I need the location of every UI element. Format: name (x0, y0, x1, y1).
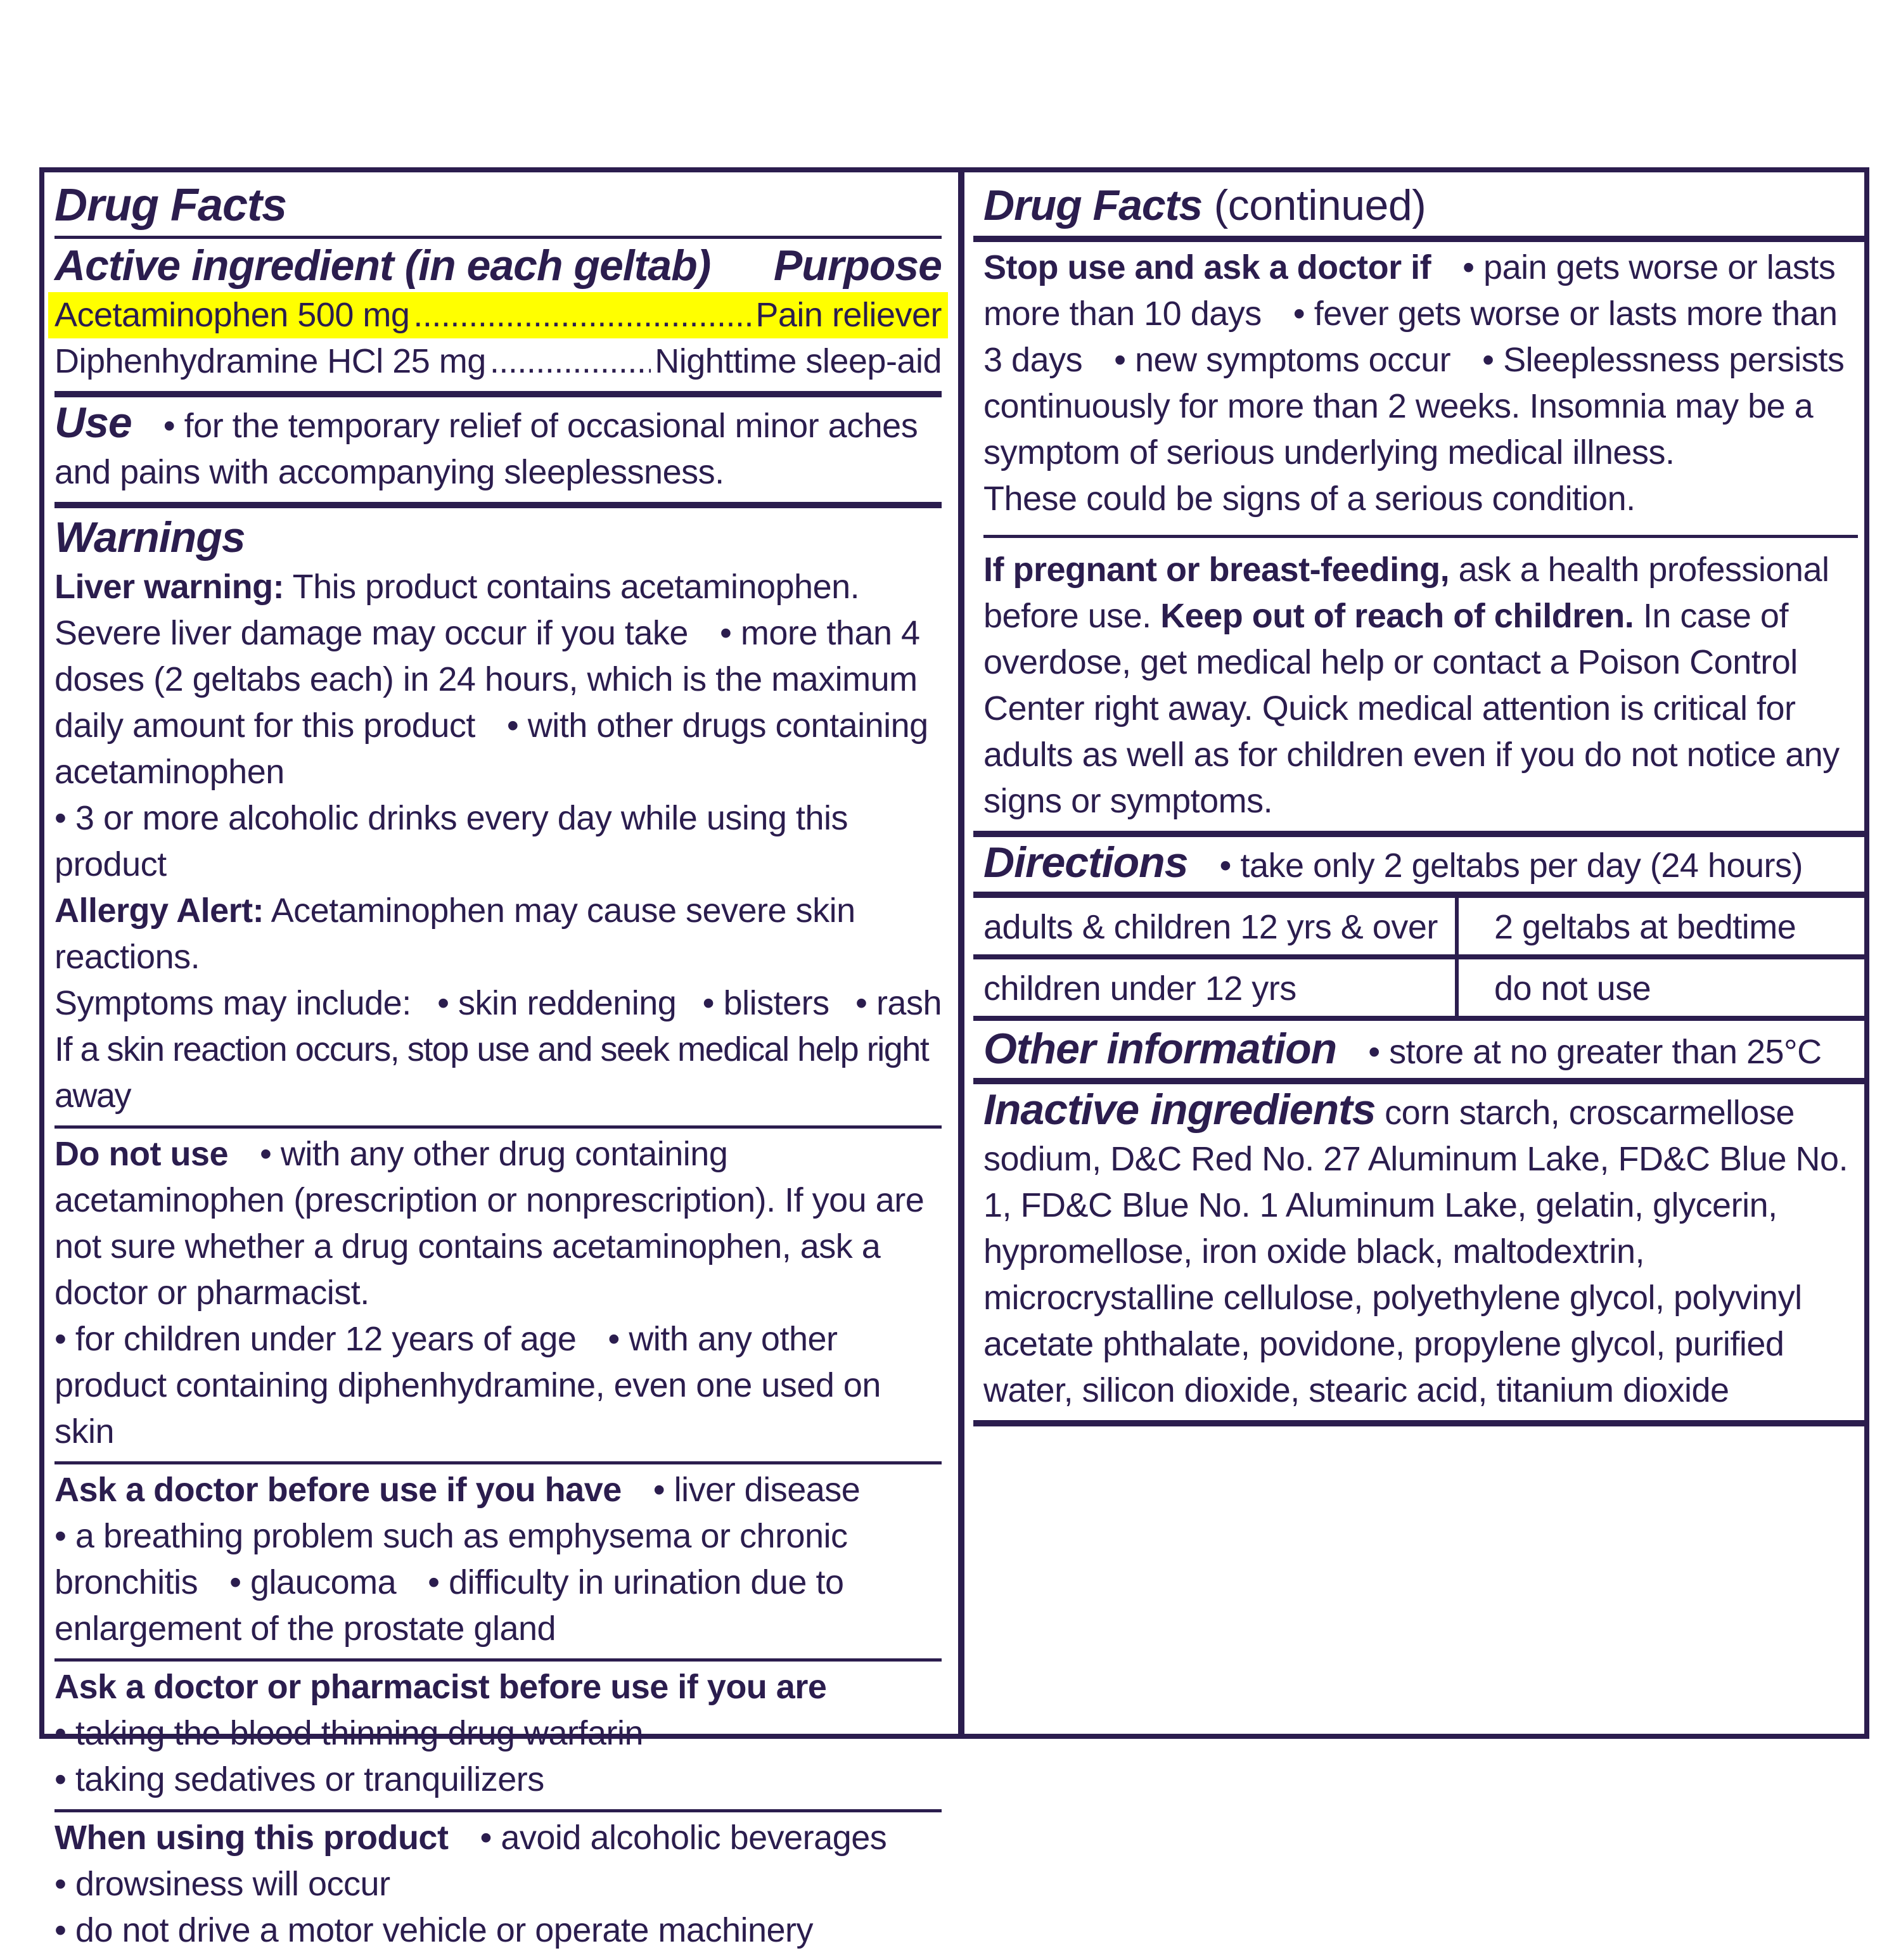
when-using-label: When using this product (54, 1819, 449, 1857)
dosage-amount: 2 geltabs at bedtime (1455, 898, 1868, 959)
stop-use-bullet: • pain gets worse or lasts more than 10 days (983, 248, 1836, 333)
symptom-bullet: • rash (855, 984, 942, 1022)
ingredient-name: Acetaminophen 500 mg (54, 296, 410, 334)
directions-text: • take only 2 geltabs per day (24 hours) (1219, 847, 1803, 885)
liver-warning-text: This product contains acetaminophen. Severe liver damage may occur if you take (54, 568, 860, 652)
rule (54, 391, 942, 397)
liver-bullet: • more than 4 doses (2 geltabs each) in 24 hours, which is the maximum daily amount for this product (54, 614, 920, 745)
leader-dots (413, 292, 752, 338)
do-not-use-section (54, 1129, 942, 1461)
stop-use-note: These could be signs of a serious condition. (983, 480, 1635, 518)
column-divider (958, 167, 964, 1739)
use-text: • for the temporary relief of occasional minor aches and pains with accompanying sleeplessness. (54, 407, 918, 491)
do-not-use-bullet: • for children under 12 years of age (54, 1320, 577, 1358)
when-using-bullet: • avoid alcoholic beverages (480, 1819, 887, 1857)
liver-warning-label: Liver warning: (54, 568, 285, 606)
leader-dots (490, 338, 651, 385)
warnings-heading: Warnings (54, 513, 245, 561)
rule (973, 1420, 1868, 1426)
stop-use-label: Stop use and ask a doctor if (983, 248, 1431, 286)
dosage-table (973, 898, 1868, 1021)
left-column (54, 175, 942, 1960)
stop-use-bullet: • fever gets worse or lasts more than 3 days (983, 295, 1838, 379)
do-not-use-label: Do not use (54, 1135, 228, 1173)
pregnancy-section (983, 538, 1858, 831)
dosage-who: children under 12 yrs (973, 959, 1455, 1021)
drug-facts-title: Drug Facts (54, 180, 287, 231)
ingredient-row-highlighted (48, 292, 948, 338)
ask-doctor-bullet: • liver disease (653, 1471, 861, 1509)
rule (973, 831, 1868, 837)
pregnancy-label: If pregnant or breast-feeding, (983, 551, 1450, 589)
when-using-section (54, 1812, 942, 1960)
other-information-text: • store at no greater than 25°C (1368, 1033, 1822, 1071)
use-section (54, 397, 942, 502)
ask-doctor-bullet: • glaucoma (229, 1563, 397, 1601)
liver-bullet: • with other drugs containing acetaminophen (54, 707, 928, 791)
continued-label: (continued) (1213, 181, 1426, 229)
ask-pharmacist-bullet: • taking the blood thinning drug warfarin (54, 1714, 644, 1752)
ingredient-name: Diphenhydramine HCl 25 mg (54, 342, 486, 380)
keep-out-label: Keep out of reach of children. (1160, 597, 1634, 635)
skin-reaction-text: If a skin reaction occurs, stop use and seek medical help right away (54, 1030, 929, 1115)
pregnancy-text: ask a health professional before use. (983, 551, 1829, 635)
rule (973, 236, 1868, 242)
warnings-section (54, 508, 942, 1125)
symptom-bullet: • skin reddening (437, 984, 677, 1022)
other-information-section (983, 1021, 1858, 1078)
ask-doctor-bullet: • difficulty in urination due to enlargement of the prostate gland (54, 1563, 844, 1648)
inactive-ingredients-heading: Inactive ingredients (983, 1086, 1376, 1134)
ask-pharmacist-label: Ask a doctor or pharmacist before use if you are (54, 1668, 827, 1706)
symptom-bullet: • blisters (702, 984, 829, 1022)
ask-pharmacist-section (54, 1662, 942, 1809)
inactive-ingredients-section (983, 1084, 1858, 1420)
ask-doctor-label: Ask a doctor before use if you have (54, 1471, 622, 1509)
active-ingredient-heading: Active ingredient (in each geltab) (54, 241, 711, 290)
drug-facts-continued-title: Drug Facts (983, 181, 1203, 229)
directions-section (983, 837, 1858, 892)
ingredient-purpose: Pain reliever (755, 296, 942, 334)
when-using-bullet: • do not drive a motor vehicle or operate machinery (54, 1911, 814, 1949)
ingredient-purpose: Nighttime sleep-aid (655, 342, 942, 380)
inactive-ingredients-text: corn starch, croscarmellose sodium, D&C Red No. 27 Aluminum Lake, FD&C Blue No. 1, FD&C Blue No. 1 Aluminum Lake, gelatin, glycerin, hypromellose, iron oxide black, maltodextrin, microcrystalline cellulose, polyethylene glycol, polyvinyl acetate phthalate, povidone, propylene glycol, purified water, silicon dioxide, stearic acid, titanium dioxide (983, 1094, 1848, 1409)
ask-pharmacist-bullet: • taking sedatives or tranquilizers (54, 1760, 544, 1798)
keep-out-text: In case of overdose, get medical help or contact a Poison Control Center right away. Quick medical attention is critical for adults as well as for children even if you do not notice any signs or symptoms. (983, 597, 1840, 820)
ask-doctor-bullet: • a breathing problem such as emphysema or chronic bronchitis (54, 1517, 848, 1601)
ask-doctor-section (54, 1464, 942, 1658)
when-using-bullet: • drowsiness will occur (54, 1865, 390, 1903)
stop-use-section (983, 242, 1858, 528)
use-heading: Use (54, 399, 132, 447)
purpose-heading: Purpose (773, 241, 942, 290)
right-column (983, 175, 1858, 1426)
ingredient-row (54, 338, 942, 385)
allergy-alert-text: Acetaminophen may cause severe skin reactions. (54, 892, 855, 976)
directions-heading: Directions (983, 838, 1188, 887)
liver-bullet: • 3 or more alcoholic drinks every day while using this product (54, 799, 848, 883)
rule (973, 892, 1868, 898)
allergy-alert-label: Allergy Alert: (54, 892, 264, 930)
do-not-use-bullet: • with any other product containing diphenhydramine, even one used on skin (54, 1320, 881, 1451)
rule (54, 502, 942, 508)
do-not-use-text: • with any other drug containing acetaminophen (prescription or nonprescription). If you are not sure whether a drug contains acetaminophen, ask a doctor or pharmacist. (54, 1135, 925, 1312)
dosage-amount: do not use (1455, 959, 1868, 1021)
symptoms-text: Symptoms may include: (54, 984, 411, 1022)
dosage-who: adults & children 12 yrs & over (973, 898, 1455, 959)
rule (973, 1078, 1868, 1084)
stop-use-bullet: • new symptoms occur (1114, 341, 1451, 379)
other-information-heading: Other information (983, 1025, 1337, 1073)
stop-use-bullet: • Sleeplessness persists continuously for more than 2 weeks. Insomnia may be a symptom of serious underlying medical illness. (983, 341, 1845, 471)
